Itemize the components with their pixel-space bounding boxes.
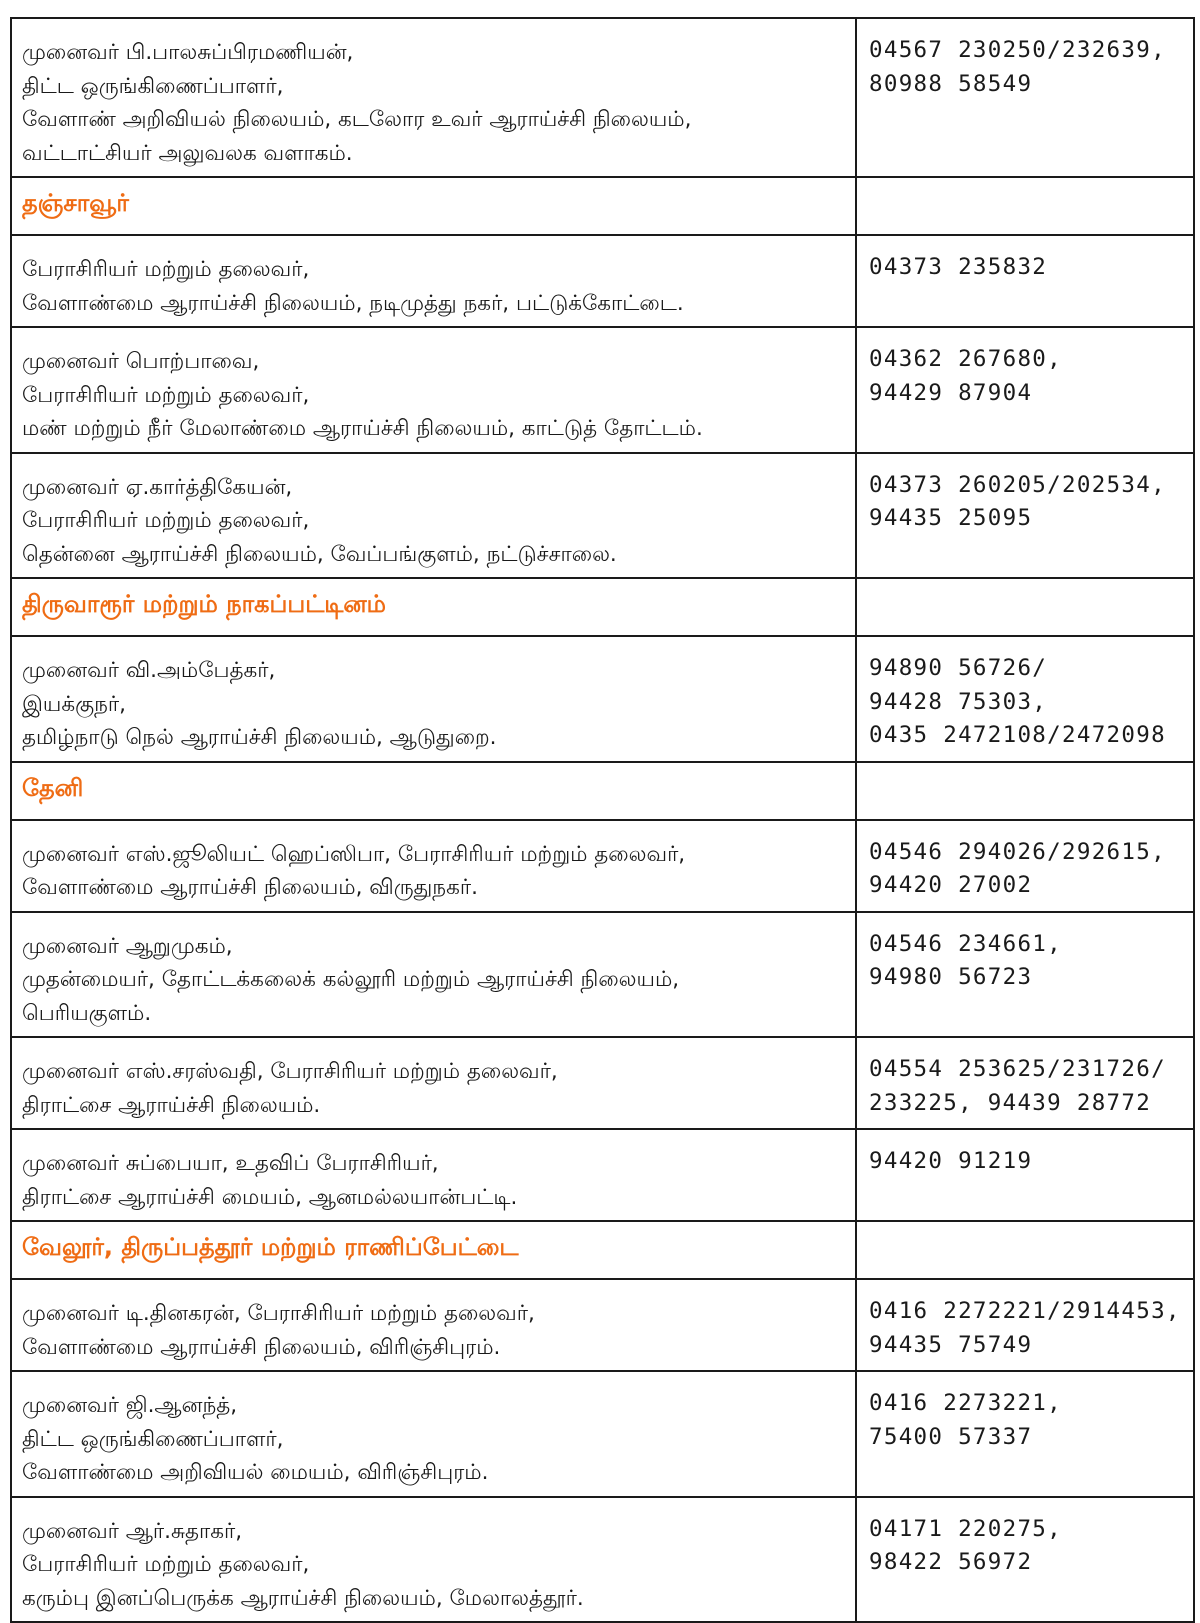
contact-detail-line: பேராசிரியர் மற்றும் தலைவர், <box>22 257 310 282</box>
contact-detail-line: முதன்மையர், தோட்டக்கலைக் கல்லூரி மற்றும் ஆராய்ச்சி நிலையம், <box>22 967 680 992</box>
contact-detail-line: திராட்சை ஆராய்ச்சி நிலையம். <box>22 1092 321 1118</box>
phone-numbers <box>856 18 1194 177</box>
contact-detail-line: முனைவர் ஜி.ஆனந்த், <box>22 1393 238 1418</box>
empty-phone-cell <box>856 1221 1194 1279</box>
empty-phone-cell <box>856 578 1194 636</box>
contact-details <box>11 453 856 579</box>
district-heading-row <box>11 177 1194 235</box>
contact-details <box>11 912 856 1038</box>
contact-detail-line: கரும்பு இனப்பெருக்க ஆராய்ச்சி நிலையம், மேலாலத்தூர். <box>22 1585 584 1611</box>
contact-detail-line: தென்னை ஆராய்ச்சி நிலையம், வேப்பங்குளம், நட்டுச்சாலை. <box>22 541 617 567</box>
phone-number-line: 94429 87904 <box>869 379 1033 406</box>
contact-detail-line: முனைவர் சுப்பையா, உதவிப் பேராசிரியர், <box>22 1151 439 1176</box>
phone-number-line: 04567 230250/232639, <box>869 37 1166 63</box>
phone-number-line: 94980 56723 <box>869 964 1033 990</box>
phone-number-line: 04373 235832 <box>869 254 1048 280</box>
phone-number-line: 04171 220275, <box>869 1515 1062 1542</box>
phone-numbers <box>856 1371 1194 1497</box>
contact-row <box>11 1129 1194 1221</box>
contact-detail-line: முனைவர் எஸ்.ஜூலியட் ஹெப்ஸிபா, பேராசிரியர் மற்றும் தலைவர், <box>22 841 686 867</box>
empty-phone-cell <box>856 762 1194 820</box>
phone-numbers <box>856 453 1194 579</box>
contact-detail-line: முனைவர் ஆறுமுகம், <box>22 933 233 959</box>
contact-row <box>11 235 1194 327</box>
contact-details <box>11 1279 856 1371</box>
phone-number-line: 94428 75303, <box>869 688 1048 715</box>
contact-details <box>11 327 856 453</box>
contact-details <box>11 1129 856 1221</box>
contact-detail-line: முனைவர் ஆர்.சுதாகர், <box>22 1518 243 1544</box>
contact-details <box>11 820 856 912</box>
contacts-table-body <box>11 18 1194 1622</box>
district-heading: தேனி <box>11 762 856 820</box>
contact-detail-line: வேளாண்மை அறிவியல் மையம், விரிஞ்சிபுரம். <box>22 1460 489 1485</box>
phone-number-line: 0416 2272221/2914453, <box>869 1298 1181 1324</box>
contact-row <box>11 820 1194 912</box>
phone-numbers <box>856 327 1194 453</box>
contact-row <box>11 636 1194 762</box>
contact-details <box>11 1371 856 1497</box>
district-heading-row <box>11 762 1194 820</box>
contact-detail-line: வேளாண்மை ஆராய்ச்சி நிலையம், விரிஞ்சிபுரம். <box>22 1334 501 1360</box>
phone-number-line: 04546 294026/292615, <box>869 838 1166 865</box>
phone-number-line: 233225, 94439 28772 <box>869 1089 1152 1116</box>
contact-row <box>11 327 1194 453</box>
phone-number-line: 80988 58549 <box>869 70 1033 97</box>
phone-number-line: 98422 56972 <box>869 1549 1033 1575</box>
contact-details <box>11 636 856 762</box>
contact-detail-line: திராட்சை ஆராய்ச்சி மையம், ஆனமல்லயான்பட்டி. <box>22 1184 518 1210</box>
contact-details <box>11 1497 856 1623</box>
phone-number-line: 94890 56726/ <box>869 655 1048 681</box>
phone-numbers <box>856 1037 1194 1129</box>
contact-detail-line: முனைவர் எஸ்.சரஸ்வதி, பேராசிரியர் மற்றும் தலைவர், <box>22 1059 558 1084</box>
phone-numbers <box>856 1129 1194 1221</box>
contact-detail-line: மண் மற்றும் நீர் மேலாண்மை ஆராய்ச்சி நிலையம், காட்டுத் தோட்டம். <box>22 416 703 441</box>
contact-details <box>11 235 856 327</box>
contact-detail-line: வேளாண் அறிவியல் நிலையம், கடலோர உவர் ஆராய்ச்சி நிலையம், <box>22 107 692 132</box>
phone-numbers <box>856 1279 1194 1371</box>
contact-detail-line: பேராசிரியர் மற்றும் தலைவர், <box>22 382 310 408</box>
phone-number-line: 0435 2472108/2472098 <box>869 722 1166 748</box>
phone-numbers <box>856 235 1194 327</box>
empty-phone-cell <box>856 177 1194 235</box>
contact-row <box>11 1037 1194 1129</box>
phone-numbers <box>856 636 1194 762</box>
contact-detail-line: தமிழ்நாடு நெல் ஆராய்ச்சி நிலையம், ஆடுதுறை. <box>22 725 497 750</box>
contact-detail-line: பேராசிரியர் மற்றும் தலைவர், <box>22 508 310 533</box>
phone-number-line: 04546 234661, <box>869 930 1062 957</box>
district-heading-row <box>11 1221 1194 1279</box>
contact-row <box>11 912 1194 1038</box>
phone-number-line: 04362 267680, <box>869 346 1062 372</box>
phone-numbers <box>856 1497 1194 1623</box>
contact-detail-line: வேளாண்மை ஆராய்ச்சி நிலையம், நடிமுத்து நகர், பட்டுக்கோட்டை. <box>22 290 684 316</box>
contact-row <box>11 453 1194 579</box>
contact-row <box>11 1279 1194 1371</box>
phone-number-line: 94435 25095 <box>869 505 1033 531</box>
contact-detail-line: திட்ட ஒருங்கிணைப்பாளர், <box>22 1426 284 1452</box>
contact-detail-line: முனைவர் பொற்பாவை, <box>22 349 260 374</box>
district-heading: திருவாரூர் மற்றும் நாகப்பட்டினம் <box>11 578 856 636</box>
contact-detail-line: வட்டாட்சியர் அலுவலக வளாகம். <box>22 140 353 166</box>
phone-number-line: 04373 260205/202534, <box>869 471 1166 498</box>
contact-detail-line: முனைவர் ஏ.கார்த்திகேயன், <box>22 474 293 500</box>
contact-row <box>11 18 1194 177</box>
phone-number-line: 75400 57337 <box>869 1423 1033 1450</box>
contact-detail-line: பேராசிரியர் மற்றும் தலைவர், <box>22 1552 310 1577</box>
contacts-table <box>10 17 1195 1623</box>
district-heading-row <box>11 578 1194 636</box>
phone-number-line: 94420 27002 <box>869 872 1033 898</box>
phone-numbers <box>856 820 1194 912</box>
phone-number-line: 0416 2273221, <box>869 1390 1062 1416</box>
contact-detail-line: முனைவர் வி.அம்பேத்கர், <box>22 658 276 683</box>
contact-row <box>11 1497 1194 1623</box>
contact-detail-line: திட்ட ஒருங்கிணைப்பாளர், <box>22 73 284 99</box>
contact-detail-line: முனைவர் டி.தினகரன், பேராசிரியர் மற்றும் தலைவர், <box>22 1301 535 1326</box>
district-heading: வேலூர், திருப்பத்தூர் மற்றும் ராணிப்பேட்டை <box>11 1221 856 1279</box>
contact-detail-line: முனைவர் பி.பாலசுப்பிரமணியன், <box>22 40 354 65</box>
phone-number-line: 04554 253625/231726/ <box>869 1056 1166 1082</box>
contact-detail-line: இயக்குநர், <box>22 691 126 717</box>
contact-row <box>11 1371 1194 1497</box>
phone-number-line: 94420 91219 <box>869 1148 1033 1174</box>
contact-details <box>11 1037 856 1129</box>
contact-details <box>11 18 856 177</box>
phone-numbers <box>856 912 1194 1038</box>
district-heading: தஞ்சாவூர் <box>11 177 856 235</box>
contact-detail-line: பெரியகுளம். <box>22 1000 152 1026</box>
phone-number-line: 94435 75749 <box>869 1331 1033 1358</box>
contact-detail-line: வேளாண்மை ஆராய்ச்சி நிலையம், விருதுநகர். <box>22 875 478 900</box>
